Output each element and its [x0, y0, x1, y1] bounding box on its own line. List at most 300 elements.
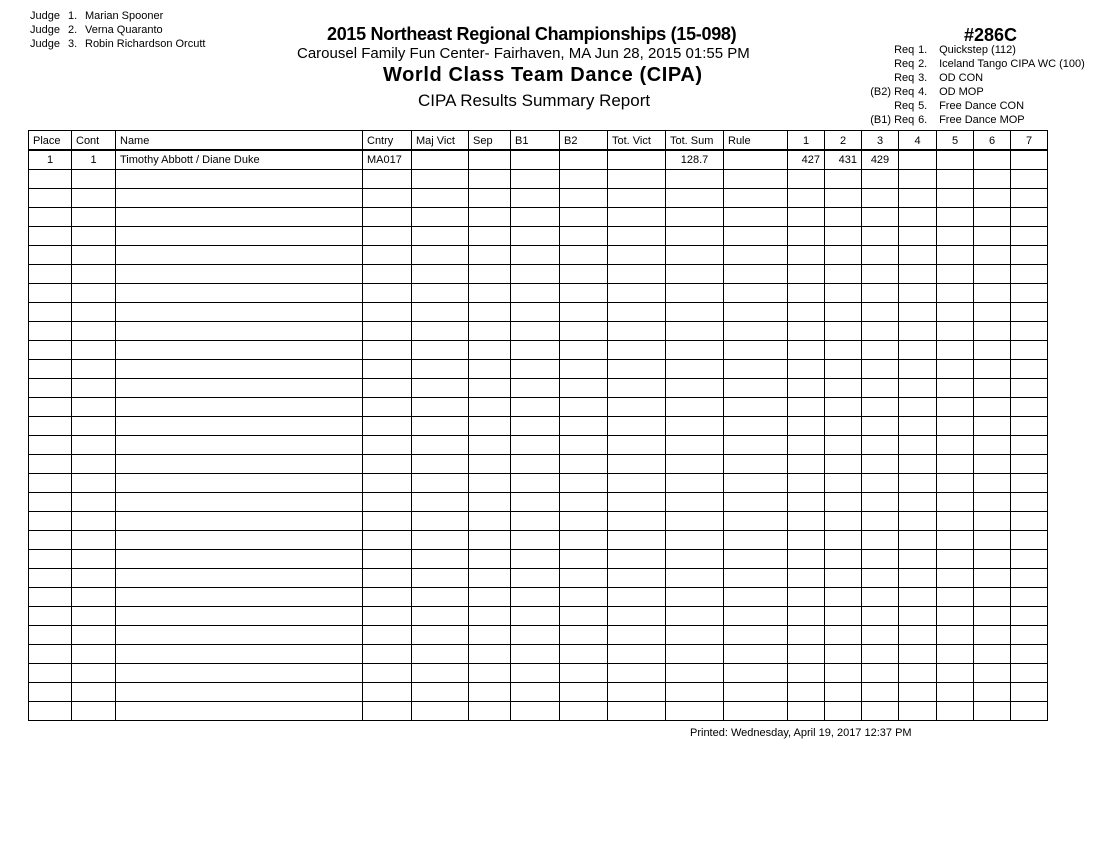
cell-empty: [72, 208, 116, 227]
cell-empty: [511, 512, 560, 531]
table-row-empty: [29, 303, 1048, 322]
cell-empty: [724, 436, 788, 455]
cell-empty: [469, 360, 511, 379]
cell-empty: [469, 702, 511, 721]
cell-empty: [937, 303, 974, 322]
cell-empty: [608, 436, 666, 455]
col-judge-3: 3: [862, 131, 899, 151]
judge-number: 1.: [68, 10, 78, 22]
cell-empty: [899, 360, 937, 379]
cell-empty: [1011, 626, 1048, 645]
cell-empty: [899, 626, 937, 645]
cell-empty: [72, 664, 116, 683]
col-tot-vict: Tot. Vict: [608, 131, 666, 151]
cell-empty: [724, 341, 788, 360]
cell-empty: [862, 170, 899, 189]
cell-empty: [974, 455, 1011, 474]
cell-empty: [560, 265, 608, 284]
cell-empty: [29, 588, 72, 607]
cell-empty: [116, 455, 363, 474]
cell-judge-7: [1011, 150, 1048, 170]
cell-empty: [72, 645, 116, 664]
cell-empty: [724, 474, 788, 493]
cell-empty: [469, 398, 511, 417]
cell-empty: [560, 645, 608, 664]
table-header-row: [29, 131, 1048, 151]
cell-empty: [666, 170, 724, 189]
cell-place: 1: [29, 150, 72, 170]
cell-empty: [724, 303, 788, 322]
cell-b1: [511, 150, 560, 170]
cell-empty: [511, 398, 560, 417]
cell-empty: [412, 588, 469, 607]
cell-empty: [974, 303, 1011, 322]
cell-empty: [560, 607, 608, 626]
cell-empty: [72, 702, 116, 721]
cell-empty: [666, 512, 724, 531]
cell-empty: [1011, 360, 1048, 379]
col-tot-sum: Tot. Sum: [666, 131, 724, 151]
col-sep: Sep: [469, 131, 511, 151]
cell-empty: [937, 531, 974, 550]
cell-empty: [974, 208, 1011, 227]
cell-empty: [469, 512, 511, 531]
cell-judge-5: [937, 150, 974, 170]
cell-empty: [1011, 265, 1048, 284]
cell-empty: [862, 683, 899, 702]
cell-empty: [116, 436, 363, 455]
table-row-empty: [29, 683, 1048, 702]
cell-empty: [937, 550, 974, 569]
cell-empty: [608, 645, 666, 664]
cell-empty: [788, 417, 825, 436]
cell-empty: [363, 683, 412, 702]
report-title: CIPA Results Summary Report: [418, 91, 651, 110]
table-row-empty: [29, 322, 1048, 341]
cell-empty: [560, 493, 608, 512]
cell-empty: [363, 246, 412, 265]
table-row-empty: [29, 702, 1048, 721]
table-row-empty: [29, 607, 1048, 626]
cell-empty: [511, 417, 560, 436]
cell-empty: [116, 398, 363, 417]
cell-empty: [666, 474, 724, 493]
cell-empty: [560, 417, 608, 436]
cell-empty: [72, 493, 116, 512]
cell-empty: [363, 626, 412, 645]
cell-empty: [899, 569, 937, 588]
col-judge-5: 5: [937, 131, 974, 151]
cell-empty: [116, 493, 363, 512]
cell-empty: [511, 189, 560, 208]
cell-empty: [363, 588, 412, 607]
cell-empty: [608, 569, 666, 588]
cell-empty: [974, 360, 1011, 379]
cell-empty: [1011, 208, 1048, 227]
cell-empty: [412, 626, 469, 645]
cell-empty: [412, 569, 469, 588]
req-name: Quickstep (112): [939, 44, 1016, 56]
req-name: OD MOP: [939, 86, 984, 98]
table-row-empty: [29, 664, 1048, 683]
cell-empty: [937, 398, 974, 417]
cell-empty: [608, 303, 666, 322]
cell-empty: [116, 322, 363, 341]
col-judge-6: 6: [974, 131, 1011, 151]
cell-empty: [412, 455, 469, 474]
cell-empty: [899, 588, 937, 607]
cell-empty: [937, 208, 974, 227]
cell-empty: [974, 189, 1011, 208]
cell-empty: [116, 265, 363, 284]
cell-cntry: MA017: [363, 150, 412, 170]
cell-empty: [469, 303, 511, 322]
cell-empty: [363, 303, 412, 322]
cell-judge-2: 431: [825, 150, 862, 170]
cell-empty: [825, 417, 862, 436]
cell-empty: [862, 493, 899, 512]
cell-maj-vict: [412, 150, 469, 170]
judge-label: Judge: [30, 38, 60, 50]
req-name: Free Dance MOP: [939, 114, 1025, 126]
cell-empty: [412, 170, 469, 189]
cell-rule: [724, 150, 788, 170]
cell-empty: [469, 436, 511, 455]
cell-empty: [116, 474, 363, 493]
cell-empty: [899, 607, 937, 626]
cell-empty: [974, 284, 1011, 303]
cell-empty: [666, 208, 724, 227]
cell-empty: [363, 208, 412, 227]
cell-empty: [825, 436, 862, 455]
cell-empty: [825, 569, 862, 588]
cell-empty: [72, 512, 116, 531]
cell-empty: [560, 322, 608, 341]
cell-empty: [666, 417, 724, 436]
cell-empty: [560, 702, 608, 721]
col-place: Place: [29, 131, 72, 151]
cell-empty: [560, 284, 608, 303]
cell-empty: [560, 436, 608, 455]
cell-empty: [666, 398, 724, 417]
cell-empty: [974, 170, 1011, 189]
cell-empty: [116, 341, 363, 360]
table-row-empty: [29, 208, 1048, 227]
cell-empty: [666, 550, 724, 569]
judge-number: 2.: [68, 24, 78, 36]
cell-empty: [974, 417, 1011, 436]
cell-empty: [363, 455, 412, 474]
cell-empty: [724, 208, 788, 227]
cell-empty: [666, 303, 724, 322]
cell-empty: [29, 531, 72, 550]
table-row-empty: [29, 189, 1048, 208]
cell-empty: [788, 569, 825, 588]
cell-empty: [899, 246, 937, 265]
cell-empty: [412, 398, 469, 417]
cell-judge-1: 427: [788, 150, 825, 170]
cell-empty: [862, 379, 899, 398]
table-row-empty: [29, 436, 1048, 455]
cell-empty: [724, 645, 788, 664]
cell-empty: [608, 322, 666, 341]
cell-empty: [937, 379, 974, 398]
cell-empty: [72, 569, 116, 588]
cell-empty: [29, 379, 72, 398]
cell-empty: [974, 550, 1011, 569]
cell-empty: [511, 284, 560, 303]
cell-empty: [825, 474, 862, 493]
cell-empty: [1011, 455, 1048, 474]
judge-1: [30, 9, 205, 23]
cell-empty: [1011, 417, 1048, 436]
cell-empty: [862, 341, 899, 360]
cell-empty: [469, 379, 511, 398]
cell-empty: [29, 550, 72, 569]
cell-empty: [788, 645, 825, 664]
cell-empty: [974, 246, 1011, 265]
cell-empty: [608, 588, 666, 607]
cell-empty: [511, 379, 560, 398]
col-b1: B1: [511, 131, 560, 151]
cell-empty: [29, 683, 72, 702]
cell-empty: [788, 398, 825, 417]
cell-empty: [825, 208, 862, 227]
requirement-5: [860, 99, 1085, 113]
table-row-empty: [29, 588, 1048, 607]
cell-empty: [899, 474, 937, 493]
cell-empty: [608, 607, 666, 626]
cell-empty: [412, 683, 469, 702]
table-row-empty: [29, 645, 1048, 664]
cell-empty: [469, 531, 511, 550]
cell-empty: [29, 322, 72, 341]
col-judge-4: 4: [899, 131, 937, 151]
cell-empty: [666, 455, 724, 474]
cell-empty: [412, 645, 469, 664]
table-row: [29, 150, 1048, 170]
cell-empty: [29, 436, 72, 455]
judge-label: Judge: [30, 10, 60, 22]
cell-empty: [724, 417, 788, 436]
judges-list: [30, 9, 205, 51]
cell-empty: [788, 341, 825, 360]
cell-empty: [666, 227, 724, 246]
cell-empty: [1011, 398, 1048, 417]
cell-empty: [862, 664, 899, 683]
cell-empty: [116, 569, 363, 588]
cell-empty: [412, 379, 469, 398]
cell-empty: [974, 626, 1011, 645]
cell-empty: [666, 189, 724, 208]
cell-empty: [825, 664, 862, 683]
cell-empty: [608, 341, 666, 360]
cell-judge-6: [974, 150, 1011, 170]
cell-empty: [937, 455, 974, 474]
table-row-empty: [29, 265, 1048, 284]
cell-empty: [608, 417, 666, 436]
cell-empty: [116, 170, 363, 189]
cell-empty: [666, 645, 724, 664]
cell-empty: [862, 208, 899, 227]
cell-empty: [862, 645, 899, 664]
cell-empty: [1011, 227, 1048, 246]
cell-empty: [862, 360, 899, 379]
cell-empty: [560, 664, 608, 683]
cell-empty: [511, 341, 560, 360]
cell-empty: [825, 550, 862, 569]
cell-empty: [363, 227, 412, 246]
cell-empty: [1011, 664, 1048, 683]
event-title: World Class Team Dance (CIPA): [383, 64, 703, 86]
cell-empty: [72, 683, 116, 702]
cell-empty: [666, 531, 724, 550]
cell-empty: [363, 512, 412, 531]
cell-empty: [560, 360, 608, 379]
cell-empty: [29, 170, 72, 189]
cell-sep: [469, 150, 511, 170]
cell-empty: [116, 360, 363, 379]
cell-empty: [899, 436, 937, 455]
cell-empty: [412, 702, 469, 721]
cell-empty: [825, 398, 862, 417]
cell-empty: [974, 588, 1011, 607]
cell-empty: [724, 569, 788, 588]
competition-title: 2015 Northeast Regional Championships (15-098): [327, 24, 737, 44]
cell-empty: [974, 493, 1011, 512]
req-label: Req: [894, 72, 915, 84]
col-judge-7: 7: [1011, 131, 1048, 151]
cell-empty: [862, 246, 899, 265]
cell-empty: [937, 664, 974, 683]
cell-empty: [862, 531, 899, 550]
cell-empty: [608, 265, 666, 284]
cell-empty: [862, 512, 899, 531]
cell-empty: [72, 322, 116, 341]
table-row-empty: [29, 398, 1048, 417]
cell-empty: [116, 246, 363, 265]
cell-empty: [937, 246, 974, 265]
cell-empty: [788, 284, 825, 303]
cell-empty: [363, 379, 412, 398]
cell-empty: [72, 436, 116, 455]
cell-empty: [412, 360, 469, 379]
cell-empty: [29, 474, 72, 493]
cell-empty: [937, 436, 974, 455]
cell-empty: [412, 417, 469, 436]
cell-empty: [363, 550, 412, 569]
cell-empty: [469, 569, 511, 588]
cell-empty: [608, 208, 666, 227]
table-row-empty: [29, 227, 1048, 246]
cell-empty: [363, 322, 412, 341]
cell-empty: [29, 493, 72, 512]
cell-empty: [788, 607, 825, 626]
cell-empty: [72, 550, 116, 569]
cell-empty: [974, 645, 1011, 664]
cell-empty: [511, 569, 560, 588]
cell-empty: [412, 664, 469, 683]
cell-empty: [788, 208, 825, 227]
cell-empty: [788, 493, 825, 512]
cell-empty: [511, 208, 560, 227]
cell-empty: [608, 550, 666, 569]
col-b2: B2: [560, 131, 608, 151]
venue-date: Carousel Family Fun Center- Fairhaven, MA Jun 28, 2015 01:55 PM: [297, 45, 750, 62]
cell-empty: [469, 645, 511, 664]
cell-empty: [788, 170, 825, 189]
cell-empty: [412, 246, 469, 265]
cell-empty: [1011, 702, 1048, 721]
requirement-4: [860, 85, 1085, 99]
table-row-empty: [29, 493, 1048, 512]
cell-empty: [974, 531, 1011, 550]
col-cntry: Cntry: [363, 131, 412, 151]
table-row-empty: [29, 474, 1048, 493]
event-number: #286C: [964, 25, 1018, 45]
cell-empty: [974, 322, 1011, 341]
cell-empty: [608, 455, 666, 474]
cell-empty: [788, 189, 825, 208]
req-label: Req: [894, 100, 915, 112]
cell-empty: [899, 170, 937, 189]
cell-empty: [666, 341, 724, 360]
cell-empty: [560, 569, 608, 588]
cell-empty: [724, 512, 788, 531]
cell-empty: [825, 683, 862, 702]
cell-empty: [788, 265, 825, 284]
cell-empty: [511, 246, 560, 265]
cell-empty: [412, 474, 469, 493]
cell-empty: [511, 360, 560, 379]
cell-empty: [363, 417, 412, 436]
cell-empty: [469, 246, 511, 265]
cell-empty: [29, 189, 72, 208]
cell-empty: [116, 379, 363, 398]
cell-empty: [560, 531, 608, 550]
cell-empty: [560, 208, 608, 227]
cell-empty: [469, 189, 511, 208]
cell-empty: [825, 322, 862, 341]
cell-empty: [788, 474, 825, 493]
cell-empty: [788, 227, 825, 246]
cell-empty: [412, 208, 469, 227]
cell-empty: [899, 303, 937, 322]
cell-empty: [825, 341, 862, 360]
cell-empty: [788, 303, 825, 322]
cell-empty: [511, 607, 560, 626]
judge-number: 3.: [68, 38, 78, 50]
cell-empty: [862, 702, 899, 721]
cell-empty: [1011, 379, 1048, 398]
cell-empty: [788, 322, 825, 341]
requirement-6: [860, 113, 1085, 127]
cell-empty: [937, 322, 974, 341]
cell-empty: [29, 341, 72, 360]
cell-empty: [29, 246, 72, 265]
cell-empty: [666, 322, 724, 341]
req-prefix: (B2): [870, 86, 891, 98]
cell-empty: [862, 607, 899, 626]
cell-empty: [825, 265, 862, 284]
cell-empty: [560, 512, 608, 531]
cell-empty: [974, 702, 1011, 721]
cell-empty: [72, 417, 116, 436]
cell-empty: [560, 246, 608, 265]
cell-empty: [29, 607, 72, 626]
cell-empty: [511, 645, 560, 664]
table-row-empty: [29, 246, 1048, 265]
